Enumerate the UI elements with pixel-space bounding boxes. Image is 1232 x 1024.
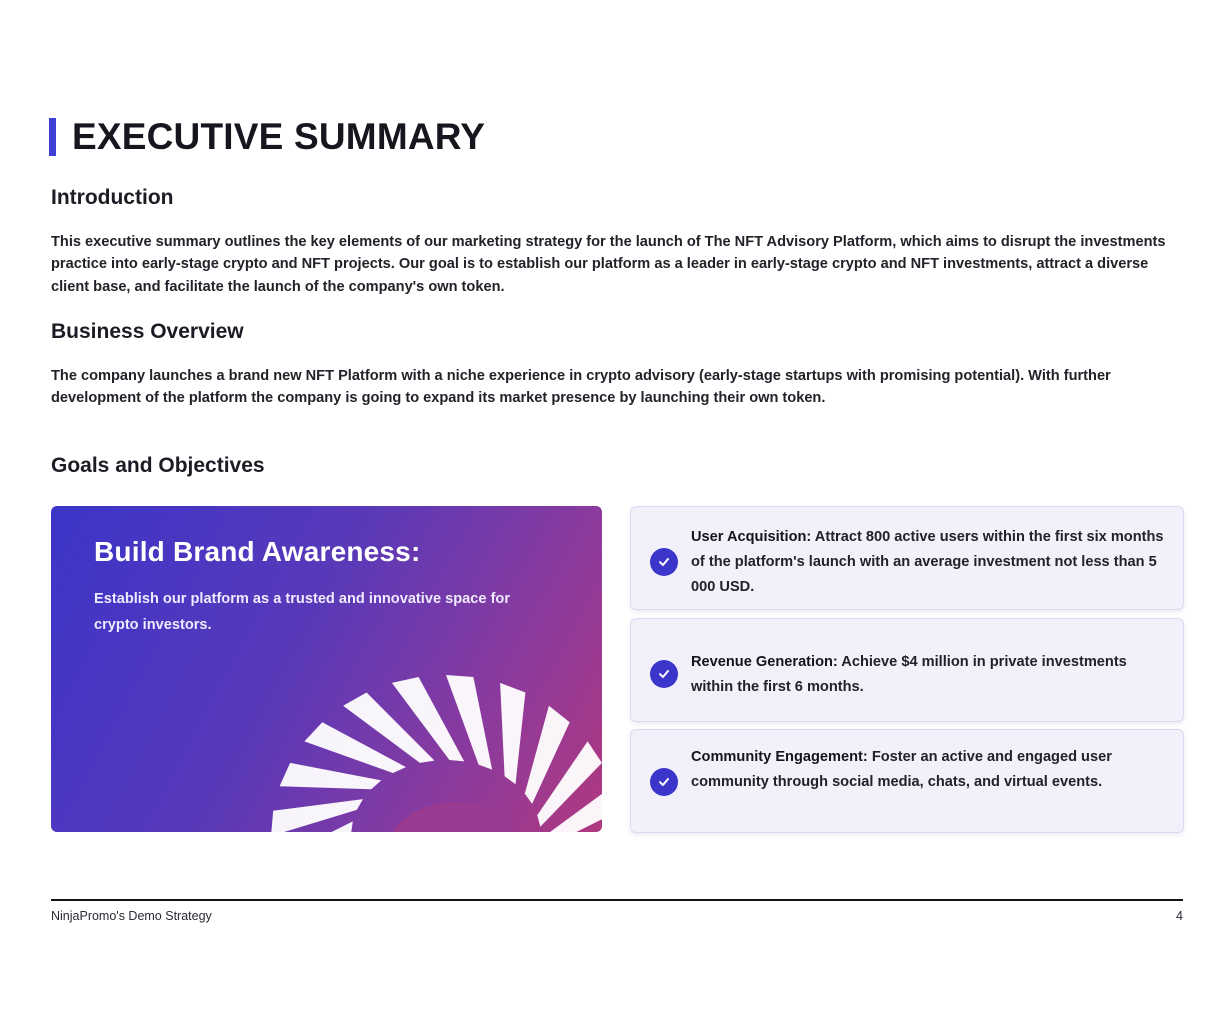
goal-card-community-engagement [630,729,1184,833]
goal-label: Revenue Generation: [691,654,838,670]
goals-heading: Goals and Objectives [51,454,265,477]
footer-divider [51,899,1183,901]
footer-document-name: NinjaPromo's Demo Strategy [51,909,212,923]
goal-text [691,745,1166,795]
brand-card-title: Build Brand Awareness: [94,536,421,567]
introduction-heading: Introduction [51,186,174,209]
goal-description: Achieve $4 million in private investments within the first 6 months. [691,654,1127,695]
title-accent-bar [49,118,56,156]
goal-text [691,525,1166,600]
brand-awareness-card [51,506,602,832]
brand-card-text: Establish our platform as a trusted and innovative space for crypto investors. [94,591,511,633]
page-title: EXECUTIVE SUMMARY [72,116,486,157]
swirl-stripe [500,683,525,784]
business-overview-heading: Business Overview [51,320,244,343]
goal-description: Foster an active and engaged user community through social media, chats, and virtual events. [691,749,1112,790]
goal-description: Attract 800 active users within the first six months of the platform's launch with an average investment not less than 5 000 USD. [691,529,1164,595]
business-overview-text: The company launches a brand new NFT Platform with a niche experience in crypto advisory (early-stage startups with promising potential). With further development of the platform the company is going to expand its market presence by launching their own token. [51,368,1111,407]
check-circle-icon [650,548,678,576]
swirl-stripe [280,763,382,789]
goal-label: User Acquisition: [691,529,812,545]
introduction-text: This executive summary outlines the key elements of our marketing strategy for the launch of The NFT Advisory Platform, which aims to disrupt the investments practice into early-stage crypto and NFT projects. Our goal is to establish our platform as a leader in early-stage crypto and NFT investments, attract a diverse client base, and facilitate the launch of the company's own token. [51,234,1166,295]
goal-card-user-acquisition [630,506,1184,610]
title-block [49,116,485,158]
swirl-center [386,802,526,832]
goal-label: Community Engagement: [691,749,868,765]
goal-card-revenue-generation [630,618,1184,722]
footer-page-number: 4 [1176,909,1183,923]
check-circle-icon [650,768,678,796]
goal-text [691,650,1166,700]
check-circle-icon [650,660,678,688]
